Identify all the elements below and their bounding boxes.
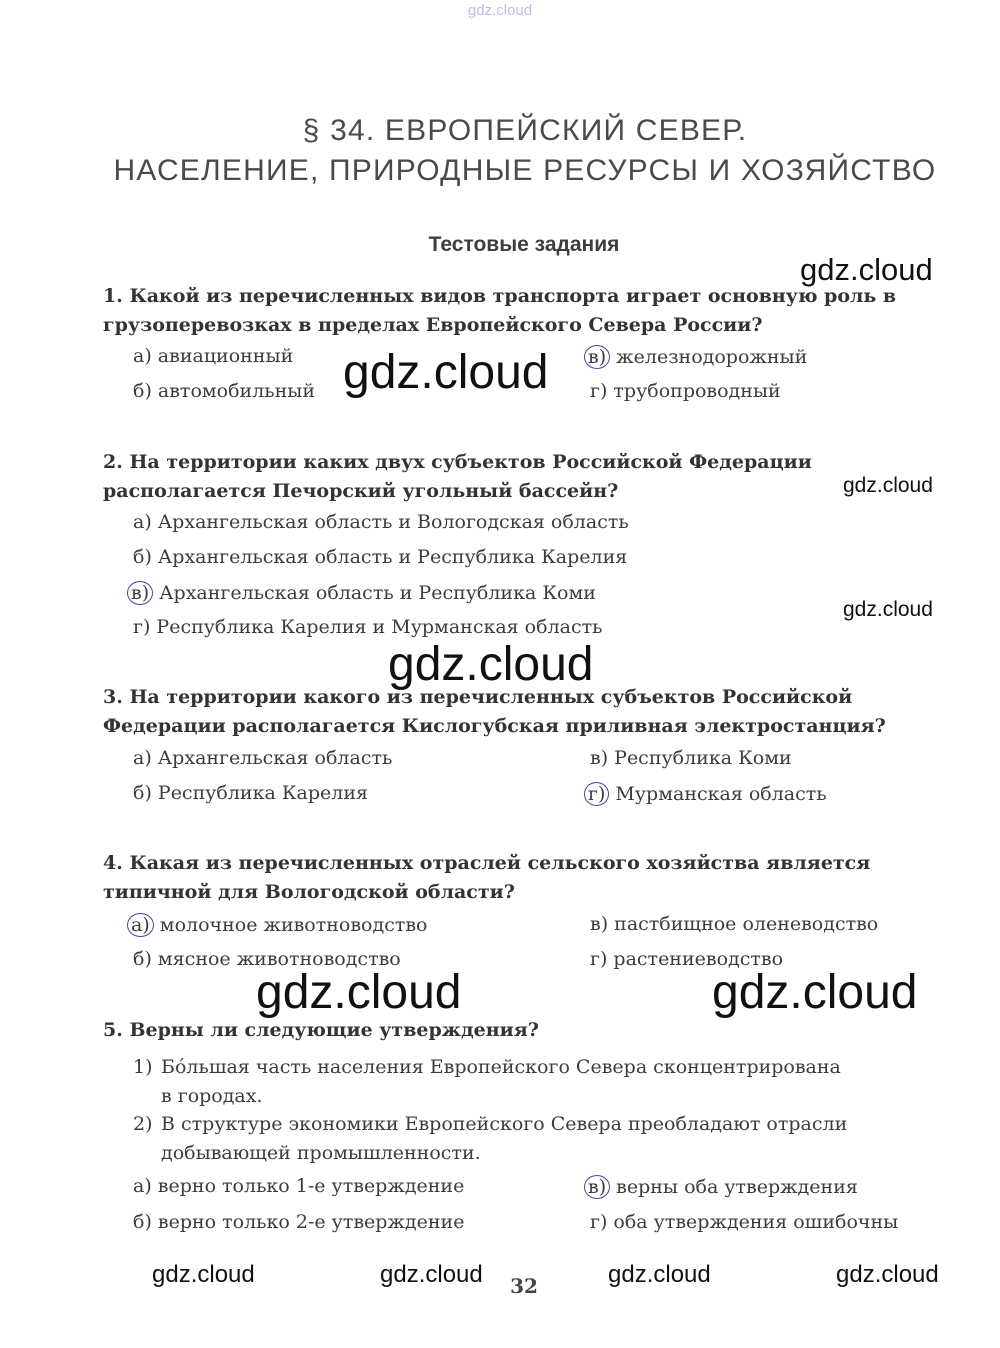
option-marker: в) [590, 747, 609, 769]
q2-option-v [133, 581, 596, 605]
watermark: gdz.cloud [836, 1261, 939, 1288]
selected-answer-circle: в) [584, 345, 610, 369]
option-marker: б) [133, 546, 152, 568]
statement-1 [133, 1053, 948, 1111]
option-marker: а) [133, 747, 152, 769]
watermark: gdz.cloud [152, 1261, 255, 1288]
option-marker: г) [590, 380, 608, 402]
watermark: gdz.cloud [256, 966, 462, 1019]
statement-line: добывающей промышленности. [161, 1142, 481, 1164]
option-marker: б) [133, 380, 152, 402]
q1-option-b [133, 380, 315, 402]
option-text: трубопроводный [613, 380, 781, 402]
top-watermark: gdz.cloud [467, 2, 533, 19]
statement-number: 2) [133, 1113, 153, 1135]
q4-option-v [590, 913, 878, 935]
option-text: пастбищное оленеводство [614, 913, 879, 935]
q2-option-a [133, 511, 629, 533]
selected-answer-circle: в) [127, 581, 153, 605]
q3-option-b [133, 782, 368, 804]
option-text: Архангельская область и Республика Коми [159, 582, 596, 604]
watermark: gdz.cloud [843, 598, 933, 621]
question-2-text: 2. На территории каких двух субъектов Российской Федерации располагается Печорский угольный бассейн? [103, 451, 812, 502]
option-text: Архангельская область и Вологодская область [157, 511, 629, 533]
watermark: gdz.cloud [380, 1261, 483, 1288]
option-text: Республика Коми [614, 747, 792, 769]
q4-option-a [133, 913, 428, 937]
option-marker: а) [133, 1175, 152, 1197]
statement-line: в городах. [161, 1085, 263, 1107]
option-text: растениеводство [613, 948, 784, 970]
statement-number: 1) [133, 1056, 153, 1078]
option-text: Архангельская область и Республика Карелия [157, 546, 628, 568]
watermark: gdz.cloud [608, 1261, 711, 1288]
option-text: железнодорожный [616, 346, 808, 368]
option-marker: г) [590, 1211, 608, 1233]
option-marker: б) [133, 1211, 152, 1233]
q2-option-g [133, 616, 602, 638]
option-marker: в) [590, 913, 609, 935]
option-text: оба утверждения ошибочны [613, 1211, 899, 1233]
option-text: молочное животноводство [159, 914, 428, 936]
question-3-text: 3. На территории какого из перечисленных субъектов Российской Федерации располагается Кислогубская приливная электростанция? [103, 686, 886, 737]
option-marker: а) [133, 511, 152, 533]
q5-option-v [590, 1175, 858, 1199]
selected-answer-circle: г) [584, 782, 609, 806]
watermark: gdz.cloud [712, 966, 918, 1019]
q3-option-v [590, 747, 792, 769]
tests-subtitle: Тестовые задания [428, 233, 620, 256]
option-text: верно только 2-е утверждение [157, 1211, 465, 1233]
page-number: 32 [510, 1274, 538, 1298]
question-1-text: 1. Какой из перечисленных видов транспорта играет основную роль в грузоперевозках в пределах Европейского Севера России? [103, 285, 897, 336]
statement-line: Бóльшая часть населения Европейского Севера сконцентрирована [161, 1056, 841, 1078]
statement-2 [133, 1110, 948, 1168]
section-title-line2: НАСЕЛЕНИЕ, ПРИРОДНЫЕ РЕСУРСЫ И ХОЗЯЙСТВО [113, 154, 937, 187]
q3-option-g [590, 782, 827, 806]
option-marker: г) [133, 616, 151, 638]
option-text: авиационный [157, 345, 294, 367]
q5-option-g [590, 1211, 898, 1233]
option-marker: г) [590, 948, 608, 970]
question-4-text: 4. Какая из перечисленных отраслей сельского хозяйства является типичной для Вологодской области? [103, 852, 871, 903]
question-5-text: 5. Верны ли следующие утверждения? [103, 1019, 539, 1041]
q1-option-v [590, 345, 807, 369]
option-marker: б) [133, 948, 152, 970]
option-text: Мурманская область [615, 783, 827, 805]
option-text: верны оба утверждения [616, 1176, 858, 1198]
watermark: gdz.cloud [388, 638, 594, 691]
q1-option-a [133, 345, 293, 367]
q2-option-b [133, 546, 627, 568]
q3-option-a [133, 747, 392, 769]
option-text: верно только 1-е утверждение [157, 1175, 465, 1197]
watermark: gdz.cloud [843, 474, 933, 497]
selected-answer-circle: в) [584, 1175, 610, 1199]
q5-option-a [133, 1175, 464, 1197]
watermark: gdz.cloud [800, 252, 933, 287]
watermark: gdz.cloud [343, 346, 549, 399]
option-text: Республика Карелия [157, 782, 368, 804]
selected-answer-circle: а) [127, 913, 154, 937]
option-text: Архангельская область [157, 747, 393, 769]
option-text: Республика Карелия и Мурманская область [156, 616, 603, 638]
option-marker: а) [133, 345, 152, 367]
option-text: автомобильный [157, 380, 316, 402]
q5-option-b [133, 1211, 464, 1233]
statement-line: В структуре экономики Европейского Севера преобладают отрасли [161, 1113, 848, 1135]
section-title-line1: § 34. ЕВРОПЕЙСКИЙ СЕВЕР. [302, 114, 748, 147]
option-text: мясное животноводство [157, 948, 401, 970]
option-marker: б) [133, 782, 152, 804]
q1-option-g [590, 380, 781, 402]
